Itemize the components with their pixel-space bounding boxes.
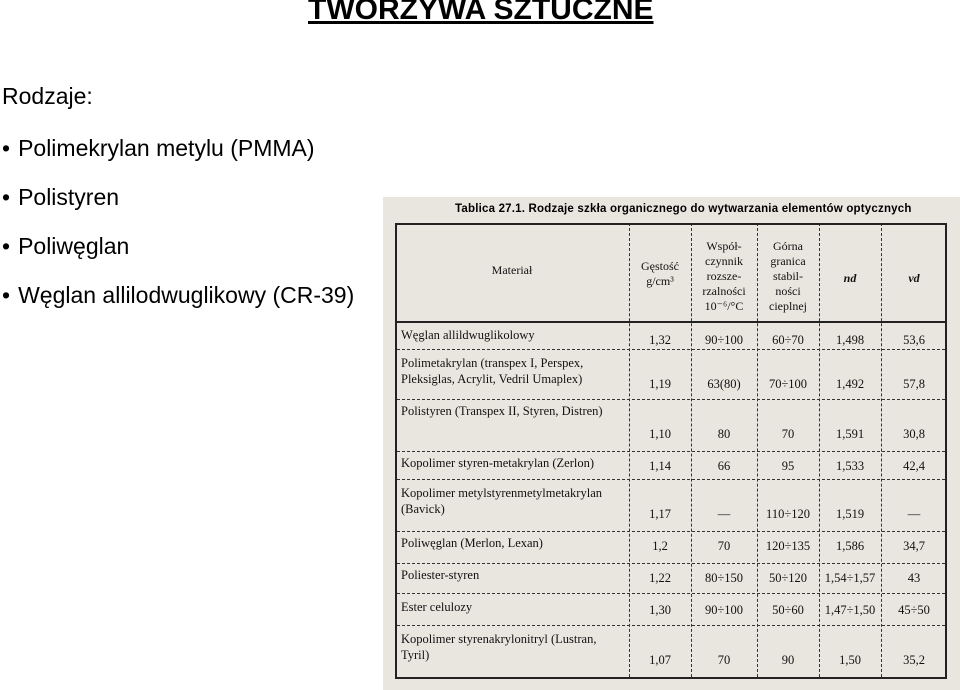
cell-vd: 53,6 — [903, 333, 925, 347]
cell-expansion: — — [717, 507, 731, 521]
table-row-material: Polistyren (Transpex II, Styren, Distren) — [401, 404, 603, 418]
cell-density: 1,2 — [652, 539, 668, 553]
properties-table — [395, 223, 947, 679]
table-row-material: Polimetakrylan (transpex I, Perspex, Pleksiglas, Acrylit, Vedril Umaplex) — [401, 356, 584, 386]
cell-stability: 70÷100 — [768, 377, 808, 391]
cell-expansion: 90÷100 — [704, 603, 744, 617]
cell-expansion: 80÷150 — [704, 571, 744, 585]
cell-vd: 57,8 — [903, 377, 925, 391]
bullet-item: • Polimekrylan metylu (PMMA) — [2, 124, 354, 173]
cell-expansion: 70 — [717, 539, 731, 553]
header-expansion: Współ- czynnik rozsze- rzalności 10⁻⁶/°C — [702, 239, 746, 313]
header-vd: νd — [908, 271, 920, 285]
cell-nd: 1,54÷1,57 — [824, 571, 876, 585]
cell-vd: 45÷50 — [898, 603, 930, 617]
table-row-material: Kopolimer styren-metakrylan (Zerlon) — [401, 456, 594, 470]
cell-expansion: 80 — [717, 427, 731, 441]
header-material: Materiał — [491, 263, 533, 277]
cell-vd: 35,2 — [903, 653, 925, 667]
cell-density: 1,30 — [649, 603, 671, 617]
cell-vd: 42,4 — [903, 459, 925, 473]
cell-density: 1,10 — [649, 427, 671, 441]
cell-vd: 34,7 — [903, 539, 925, 553]
cell-expansion: 66 — [717, 459, 731, 473]
bullet-item: • Poliwęglan — [2, 222, 354, 271]
cell-nd: 1,50 — [839, 653, 861, 667]
table-row-material: Węglan allildwuglikolowy — [401, 328, 535, 342]
table-caption: Tablica 27.1. Rodzaje szkła organicznego do wytwarzania elementów optycznych — [455, 203, 912, 215]
cell-nd: 1,47÷1,50 — [824, 603, 876, 617]
cell-vd: 43 — [907, 571, 921, 585]
cell-density: 1,07 — [649, 653, 671, 667]
cell-density: 1,22 — [649, 571, 671, 585]
bullet-item: • Polistyren — [2, 173, 354, 222]
cell-nd: 1,591 — [835, 427, 865, 441]
cell-stability: 110÷120 — [766, 507, 810, 521]
cell-nd: 1,492 — [835, 377, 865, 391]
cell-stability: 50÷60 — [772, 603, 804, 617]
cell-stability: 70 — [781, 427, 795, 441]
cell-expansion: 63(80) — [707, 377, 741, 391]
cell-expansion: 90÷100 — [704, 333, 744, 347]
cell-vd: 30,8 — [903, 427, 925, 441]
cell-stability: 95 — [781, 459, 795, 473]
cell-nd: 1,586 — [835, 539, 865, 553]
cell-nd: 1,519 — [835, 507, 865, 521]
bullet-item: • Węglan allilodwuglikowy (CR-39) — [2, 271, 354, 320]
cell-nd: 1,533 — [835, 459, 865, 473]
cell-density: 1,32 — [649, 333, 671, 347]
cell-nd: 1,498 — [835, 333, 865, 347]
cell-density: 1,14 — [649, 459, 671, 473]
scanned-table-image — [383, 197, 960, 690]
table-row-material: Kopolimer metylstyrenmetylmetakrylan (Bavick) — [401, 486, 602, 516]
table-row-material: Ester celulozy — [401, 600, 473, 614]
cell-stability: 90 — [781, 653, 795, 667]
header-density: Gęstość g/cm³ — [641, 259, 679, 288]
cell-expansion: 70 — [717, 653, 731, 667]
table-row-material: Poliester-styren — [401, 568, 480, 582]
cell-stability: 120÷135 — [765, 539, 811, 553]
cell-density: 1,19 — [649, 377, 671, 391]
header-nd: nd — [843, 271, 857, 285]
slide-subtitle: Rodzaje: — [2, 83, 93, 109]
bullet-list — [2, 124, 354, 320]
cell-density: 1,17 — [649, 507, 671, 521]
table-row-material: Kopolimer styrenakrylonitryl (Lustran, Tyril) — [401, 632, 597, 662]
cell-stability: 60÷70 — [772, 333, 804, 347]
table-row-material: Poliwęglan (Merlon, Lexan) — [401, 536, 543, 550]
cell-stability: 50÷120 — [768, 571, 808, 585]
slide-title: TWORZYWA SZTUCZNE — [308, 0, 654, 26]
header-stability: Górna granica stabil- ności cieplnej — [769, 239, 807, 313]
cell-vd: — — [907, 507, 921, 521]
